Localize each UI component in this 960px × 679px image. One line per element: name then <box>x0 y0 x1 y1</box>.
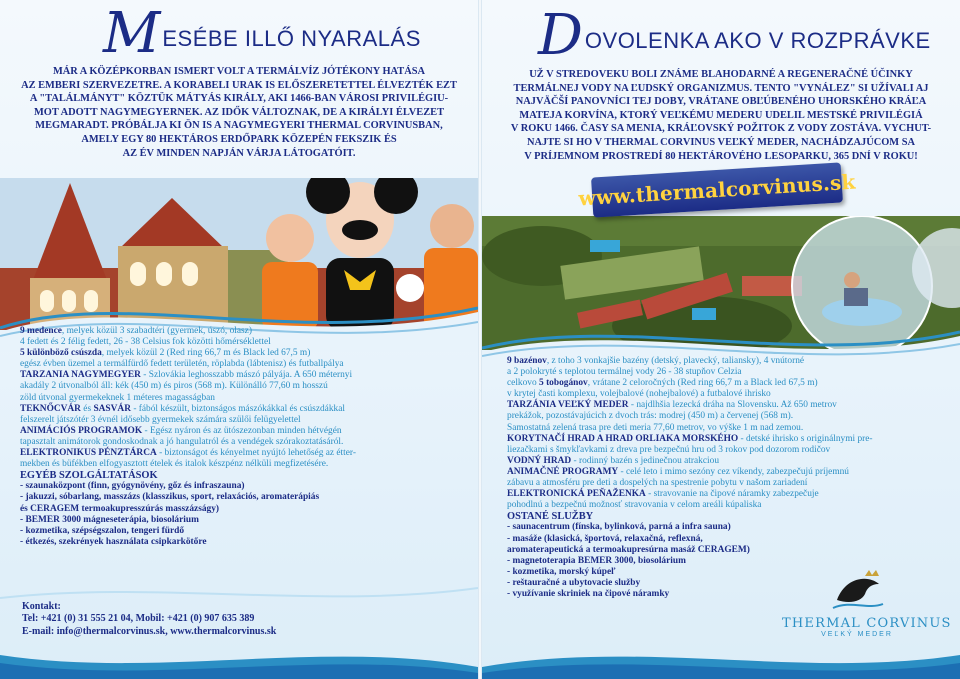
right-body-text <box>507 356 957 600</box>
intro-line: AZ ÉV MINDEN NAPJÁN VÁRJA LÁTOGATÓIT. <box>122 147 356 159</box>
body-text-segment: - stravovanie na čipové náramky zabezpečuje <box>645 489 819 500</box>
thermal-corvinus-logo <box>782 570 952 638</box>
left-title-text: ESÉBE ILLŐ NYARALÁS <box>162 26 421 51</box>
body-text-segment: Samostatná zelená trasa pre deti meria 77,60 metrov, vo výške 1 m nad zemou. <box>507 422 804 433</box>
contact-email: E-mail: info@thermalcorvinus.sk, www.thermalcorvinus.sk <box>22 625 277 637</box>
body-text-segment: és <box>80 403 94 414</box>
body-text-segment: pohodlnú a bezpečnú možnosť stravovania v celom areáli kúpaliska <box>507 500 762 511</box>
right-title-text: OVOLENKA AKO V ROZPRÁVKE <box>584 28 931 53</box>
body-line <box>20 437 470 448</box>
intro-line: NAJTE SI HO V THERMAL CORVINUS VEĽKÝ MEDER, NACHÁDZAJÚCOM SA <box>527 136 915 148</box>
body-highlight: ELEKTRONICKÁ PEŇAŽENKA <box>507 489 646 500</box>
body-line <box>507 445 957 456</box>
service-item: - využívanie skriniek na čipové náramky <box>507 588 670 599</box>
service-item: - jakuzzi, sóbarlang, masszázs (klasszikus, sport, relaxációs, aromaterápiás <box>20 492 320 503</box>
services-heading: OSTANÉ SLUŽBY <box>507 511 594 523</box>
body-text-segment: mekben és büfékben elfogyasztott ételek és italok készpénz nélküli megfizetésére. <box>20 459 329 470</box>
website-url[interactable]: www.thermalcorvinus.sk <box>577 169 857 211</box>
body-line <box>507 367 957 378</box>
intro-line: AMELY EGY 80 HEKTÁROS ERDŐPARK KÖZEPÉN FEKSZIK ÉS <box>81 133 397 145</box>
left-intro <box>8 65 470 160</box>
body-text-segment: zöld útvonal gyermekeknek 1 méteres magasságban <box>20 392 215 403</box>
raven-crown-logo-icon <box>827 570 887 612</box>
body-line <box>507 400 957 411</box>
service-item: - kozmetika, morský kúpeľ <box>507 566 616 577</box>
right-title <box>538 3 931 68</box>
body-text-segment: zábavu a atmosféru pre deti a dospelých na spestrenie pobytu v našom zariadení <box>507 478 808 489</box>
body-highlight: KORYTNAČÍ HRAD A HRAD ORLIAKA MORSKÉHO <box>507 433 739 444</box>
body-line <box>507 356 957 367</box>
body-text-segment: , z toho 3 vonkajšie bazény (detský, plavecký, taliansky), 4 vnútorné <box>546 356 805 366</box>
left-footer-wave <box>0 645 478 679</box>
left-title-initial: M <box>103 1 161 66</box>
body-text-segment: egész évben üzemel a termálfürdő fedett területén, röplabda (lábtenisz) és futballpálya <box>20 359 344 370</box>
intro-line: UŽ V STREDOVEKU BOLI ZNÁME BLAHODARNÉ A REGENERAČNÉ ÚČINKY <box>529 69 913 80</box>
service-item: - magnetoterapia BEMER 3000, biosolárium <box>507 555 686 566</box>
body-text-segment: - detské ihrisko s originálnymi pre- <box>738 433 873 444</box>
service-item: aromaterapeutická a termoakupresúrna masáž CERAGEM) <box>507 544 750 555</box>
body-line <box>20 448 470 459</box>
body-text-segment: - Szlovákia leghosszabb mászó pályája. A 650 méternyi <box>140 370 353 381</box>
intro-line: MOT ADOTT NAGYMEGYERNEK. AZ IDŐK VÁLTOZNAK, DE A KIRÁLYI ÉLVEZET <box>33 106 445 118</box>
intro-line: MATEJA KORVÍNA, KTORÝ VEĽKÉMU MEDERU UDELIL MESTSKÉ PRIVILÉGIÁ <box>519 109 923 121</box>
intro-line: AZ EMBERI SZERVEZETRE. A KORABELI URAK IS ELŐSZERETETTEL ÉLVEZTÉK EZT <box>21 79 457 91</box>
body-text-segment: , melyek közül 2 (Red ring 66,7 m és Black led 67,5 m) <box>101 348 311 359</box>
right-page <box>482 0 960 679</box>
body-line <box>20 359 470 370</box>
body-line <box>20 415 470 426</box>
website-url-banner[interactable] <box>577 162 857 217</box>
left-title <box>103 1 421 66</box>
body-text-segment: - fából készült, biztonságos mászókákkal és csúszdákkal <box>130 403 345 414</box>
body-line <box>20 370 470 381</box>
body-line <box>20 326 470 337</box>
body-text-segment: akadály 2 útvonalból áll: kék (450 m) és piros (568 m). Különálló 77,60 m hosszú <box>20 381 328 392</box>
body-text-segment: - celé leto i mimo sezóny cez víkendy, zabezpečujú príjemnú <box>618 466 849 477</box>
body-text-segment: liezačkami s šmykľavkami z dreva pre bezpečnú hru od 3 rokov pod dozorom rodičov <box>507 444 831 455</box>
body-line <box>507 500 957 511</box>
body-highlight: TARZÁNIA VEĽKÝ MEDER <box>507 400 629 411</box>
body-line <box>507 489 957 500</box>
right-intro <box>496 68 946 163</box>
body-highlight: 9 medence <box>20 326 62 336</box>
intro-line: V PRÍJEMNOM PROSTREDÍ 80 HEKTÁROVÉHO LESOPARKU, 365 DNÍ V ROKU! <box>524 150 918 162</box>
service-item: - reštauračné a ubytovacie služby <box>507 577 641 588</box>
body-line <box>507 378 957 389</box>
service-item: - szaunaközpont (finn, gyógynövény, gőz és infraszauna) <box>20 481 245 492</box>
body-line <box>20 426 470 437</box>
contact-phone: Tel: +421 (0) 31 555 21 04, Mobil: +421 (0) 907 635 389 <box>22 613 255 625</box>
body-text-segment: felszerelt játszótér 3 évnél idősebb gyermekek számára szülői felügyelettel <box>20 414 301 425</box>
body-line <box>507 434 957 445</box>
service-item: - BEMER 3000 mágneseterápia, biosolárium <box>20 514 199 525</box>
intro-line: TERMÁLNEJ VODY NA ĽUDSKÝ ORGANIZMUS. TENTO "VYNÁLEZ" SI UŽÍVALI AJ <box>513 82 929 94</box>
body-text-segment: , vrátane 2 celoročných (Red ring 66,7 m a Black led 67,5 m) <box>587 378 818 389</box>
body-line <box>507 411 957 422</box>
body-line <box>20 404 470 415</box>
left-body-text <box>20 326 470 548</box>
body-text-segment: 4 fedett és 2 félig fedett, 26 - 38 Celsius fok közötti hőmérséklettel <box>20 337 271 348</box>
body-highlight: TARZANIA NAGYMEGYER <box>20 370 141 381</box>
services-list <box>20 481 470 548</box>
body-text-segment: a 2 polokryté s teplotou termálnej vody 26 - 38 stupňov Celzia <box>507 367 742 378</box>
body-highlight: VODNÝ HRAD <box>507 455 572 466</box>
body-line <box>20 381 470 392</box>
body-text-segment: - Egész nyáron és az ütószezonban minden hétvégén <box>142 425 342 436</box>
body-line <box>20 459 470 470</box>
body-text-segment: prekážok, pozostávajúcich z dvoch trás: modrej (450 m) a červenej (568 m). <box>507 411 794 422</box>
body-highlight: ANIMAČNÉ PROGRAMY <box>507 466 619 477</box>
logo-subtitle: VEĽKÝ MEDER <box>821 631 893 638</box>
service-item: - étkezés, szekrények használata csipkarkötőre <box>20 536 207 547</box>
body-highlight: SASVÁR <box>93 403 131 414</box>
body-highlight: ANIMÁCIÓS PROGRAMOK <box>20 425 143 436</box>
intro-line: MÁR A KÖZÉPKORBAN ISMERT VOLT A TERMÁLVÍZ JÓTÉKONY HATÁSA <box>52 66 426 77</box>
service-item: - saunacentrum (fínska, bylinková, parná a infra sauna) <box>507 522 731 533</box>
body-line <box>507 456 957 467</box>
left-page <box>0 0 478 679</box>
body-line <box>507 389 957 400</box>
intro-line: NAJVÄČŠÍ PANOVNÍCI TEJ DOBY, VRÁTANE OBĽÚBENÉHO UHORSKÉHO KRÁĽA <box>515 96 927 108</box>
body-highlight: 5 tobogánov <box>539 378 588 389</box>
body-line <box>20 393 470 404</box>
logo-name: THERMAL CORVINUS <box>782 616 952 631</box>
right-title-initial: D <box>538 3 583 68</box>
body-text-segment: - najdlhšia lezecká dráha na Slovensku. Až 650 metrov <box>628 400 837 411</box>
body-highlight: 5 különböző csúszda <box>20 348 102 359</box>
services-heading: EGYÉB SZOLGÁLTATÁSOK <box>20 470 158 482</box>
right-footer-wave <box>482 645 960 679</box>
intro-line: MEGMARADT. PRÓBÁLJA KI ÖN IS A NAGYMEGYERI THERMAL CORVINUSBAN, <box>35 120 443 132</box>
body-highlight: 9 bazénov <box>507 356 547 366</box>
service-item: - kozmetika, szépségszalon, tengeri fürdő <box>20 525 185 536</box>
body-text-segment: tapasztalt animátorok gondoskodnak a jó hangulatról és a vendégek szórakoztatásáról. <box>20 436 344 447</box>
contact-block <box>22 601 276 638</box>
body-line <box>507 478 957 489</box>
body-highlight: TEKNŐCVÁR <box>20 403 81 414</box>
intro-line: V ROKU 1466. ČASY SA MENIA, KRÁĽOVSKÝ POŽITOK Z VODY ZOSTÁVA. VYCHUT- <box>510 123 932 135</box>
service-item: és CERAGEM termoakupresszúrás masszázságy) <box>20 503 220 514</box>
body-line <box>20 337 470 348</box>
body-text-segment: - biztonságot és kényelmet nyújtó lehetőség az étter- <box>156 448 356 459</box>
body-text-segment: - rodinný bazén s jedinečnou atrakciou <box>571 455 720 466</box>
contact-label: Kontakt: <box>22 601 61 612</box>
body-line <box>20 348 470 359</box>
intro-line: A "TALÁLMÁNYT" KÖZTÜK MÁTYÁS KIRÁLY, AKI 1466-BAN VÁROSI PRIVILÉGIU- <box>29 93 449 105</box>
body-text-segment: celkovo <box>507 378 540 389</box>
body-text-segment: , melyek közül 3 szabadtéri (gyermek, úszó, olasz) <box>61 326 252 336</box>
body-line <box>507 467 957 478</box>
body-line <box>507 423 957 434</box>
body-text-segment: v krytej časti komplexu, volejbalové (nohejbalové) a futbalové ihrisko <box>507 389 771 400</box>
body-highlight: ELEKTRONIKUS PÉNZTÁRCA <box>20 448 157 459</box>
service-item: - masáže (klasická, športová, relaxačná, reflexná, <box>507 533 703 544</box>
